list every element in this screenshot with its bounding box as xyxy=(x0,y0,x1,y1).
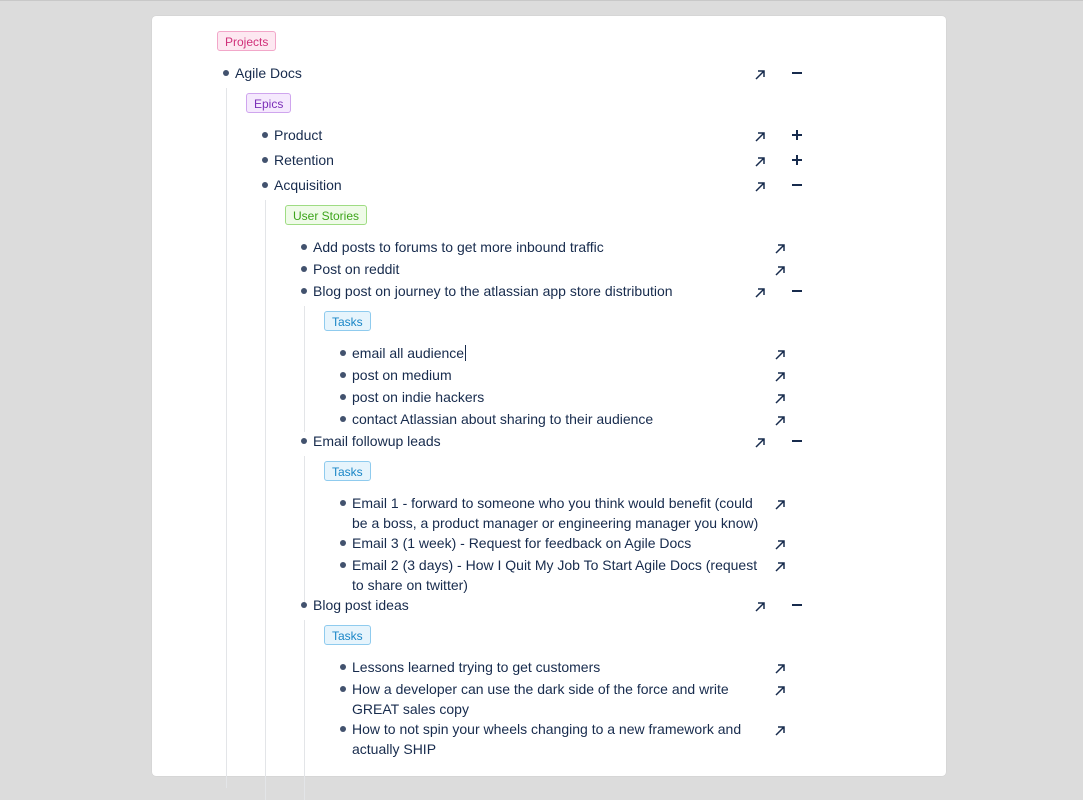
arrow-up-right-icon[interactable] xyxy=(754,181,766,193)
bullet xyxy=(301,438,307,444)
bullet xyxy=(301,244,307,250)
epic-retention[interactable]: Retention xyxy=(274,152,334,168)
plus-icon[interactable] xyxy=(790,128,804,142)
task-item[interactable]: Lessons learned trying to get customers xyxy=(352,659,601,675)
bullet xyxy=(223,70,229,76)
tree-guide-line xyxy=(304,306,305,432)
epics-tag: Epics xyxy=(246,93,291,113)
arrow-up-right-icon[interactable] xyxy=(774,349,786,361)
bullet xyxy=(340,500,346,506)
arrow-up-right-icon[interactable] xyxy=(774,539,786,551)
arrow-up-right-icon[interactable] xyxy=(754,437,766,449)
arrow-up-right-icon[interactable] xyxy=(774,415,786,427)
epic-acquisition[interactable]: Acquisition xyxy=(274,177,342,193)
bullet xyxy=(301,602,307,608)
story-item[interactable]: Email followup leads xyxy=(313,433,441,449)
task-item[interactable]: How a developer can use the dark side of the force and write GREAT sales copy xyxy=(352,681,729,717)
bullet xyxy=(340,686,346,692)
arrow-up-right-icon[interactable] xyxy=(774,243,786,255)
task-item[interactable]: Email 2 (3 days) - How I Quit My Job To Start Agile Docs (request to share on twitter) xyxy=(352,557,758,593)
story-item[interactable]: Blog post on journey to the atlassian app store distribution xyxy=(313,283,673,299)
story-item[interactable]: Post on reddit xyxy=(313,261,400,277)
tree-guide-line xyxy=(304,620,305,800)
project-agile-docs[interactable]: Agile Docs xyxy=(235,65,302,81)
arrow-up-right-icon[interactable] xyxy=(774,265,786,277)
bullet xyxy=(340,664,346,670)
bullet xyxy=(340,540,346,546)
arrow-up-right-icon[interactable] xyxy=(774,393,786,405)
arrow-up-right-icon[interactable] xyxy=(774,371,786,383)
bullet xyxy=(262,182,268,188)
task-item[interactable]: Email 1 - forward to someone who you think would benefit (could be a boss, a product manager or engineering manager you know) xyxy=(352,495,759,531)
minus-icon[interactable] xyxy=(790,434,804,448)
arrow-up-right-icon[interactable] xyxy=(754,69,766,81)
plus-icon[interactable] xyxy=(790,153,804,167)
bullet xyxy=(340,726,346,732)
bullet xyxy=(340,372,346,378)
task-item[interactable]: How to not spin your wheels changing to a new framework and actually SHIP xyxy=(352,721,742,757)
bullet xyxy=(340,562,346,568)
bullet xyxy=(262,132,268,138)
arrow-up-right-icon[interactable] xyxy=(754,287,766,299)
arrow-up-right-icon[interactable] xyxy=(774,663,786,675)
minus-icon[interactable] xyxy=(790,66,804,80)
arrow-up-right-icon[interactable] xyxy=(754,156,766,168)
arrow-up-right-icon[interactable] xyxy=(774,685,786,697)
user-stories-tag: User Stories xyxy=(285,205,367,225)
projects-tag: Projects xyxy=(217,31,276,51)
document-card xyxy=(152,16,946,776)
task-item[interactable]: post on indie hackers xyxy=(352,389,485,405)
tasks-tag: Tasks xyxy=(324,461,371,481)
task-text[interactable]: email all audience xyxy=(352,345,465,361)
minus-icon[interactable] xyxy=(790,284,804,298)
arrow-up-right-icon[interactable] xyxy=(754,601,766,613)
bullet xyxy=(301,288,307,294)
arrow-up-right-icon[interactable] xyxy=(754,131,766,143)
bullet xyxy=(340,416,346,422)
arrow-up-right-icon[interactable] xyxy=(774,725,786,737)
minus-icon[interactable] xyxy=(790,178,804,192)
task-item[interactable]: contact Atlassian about sharing to their audience xyxy=(352,411,654,427)
tree-guide-line xyxy=(265,200,266,800)
tree-guide-line xyxy=(226,88,227,788)
story-item[interactable]: Blog post ideas xyxy=(313,597,409,613)
story-item[interactable]: Add posts to forums to get more inbound traffic xyxy=(313,239,604,255)
minus-icon[interactable] xyxy=(790,598,804,612)
bullet xyxy=(340,350,346,356)
epic-product[interactable]: Product xyxy=(274,127,323,143)
tree-guide-line xyxy=(304,456,305,608)
task-item[interactable] xyxy=(352,343,466,363)
bullet xyxy=(340,394,346,400)
tasks-tag: Tasks xyxy=(324,625,371,645)
arrow-up-right-icon[interactable] xyxy=(774,561,786,573)
bullet xyxy=(262,157,268,163)
tasks-tag: Tasks xyxy=(324,311,371,331)
text-cursor xyxy=(465,345,466,361)
window-top-border xyxy=(0,0,1083,1)
task-item[interactable]: post on medium xyxy=(352,367,452,383)
bullet xyxy=(301,266,307,272)
arrow-up-right-icon[interactable] xyxy=(774,499,786,511)
task-item[interactable]: Email 3 (1 week) - Request for feedback on Agile Docs xyxy=(352,535,692,551)
